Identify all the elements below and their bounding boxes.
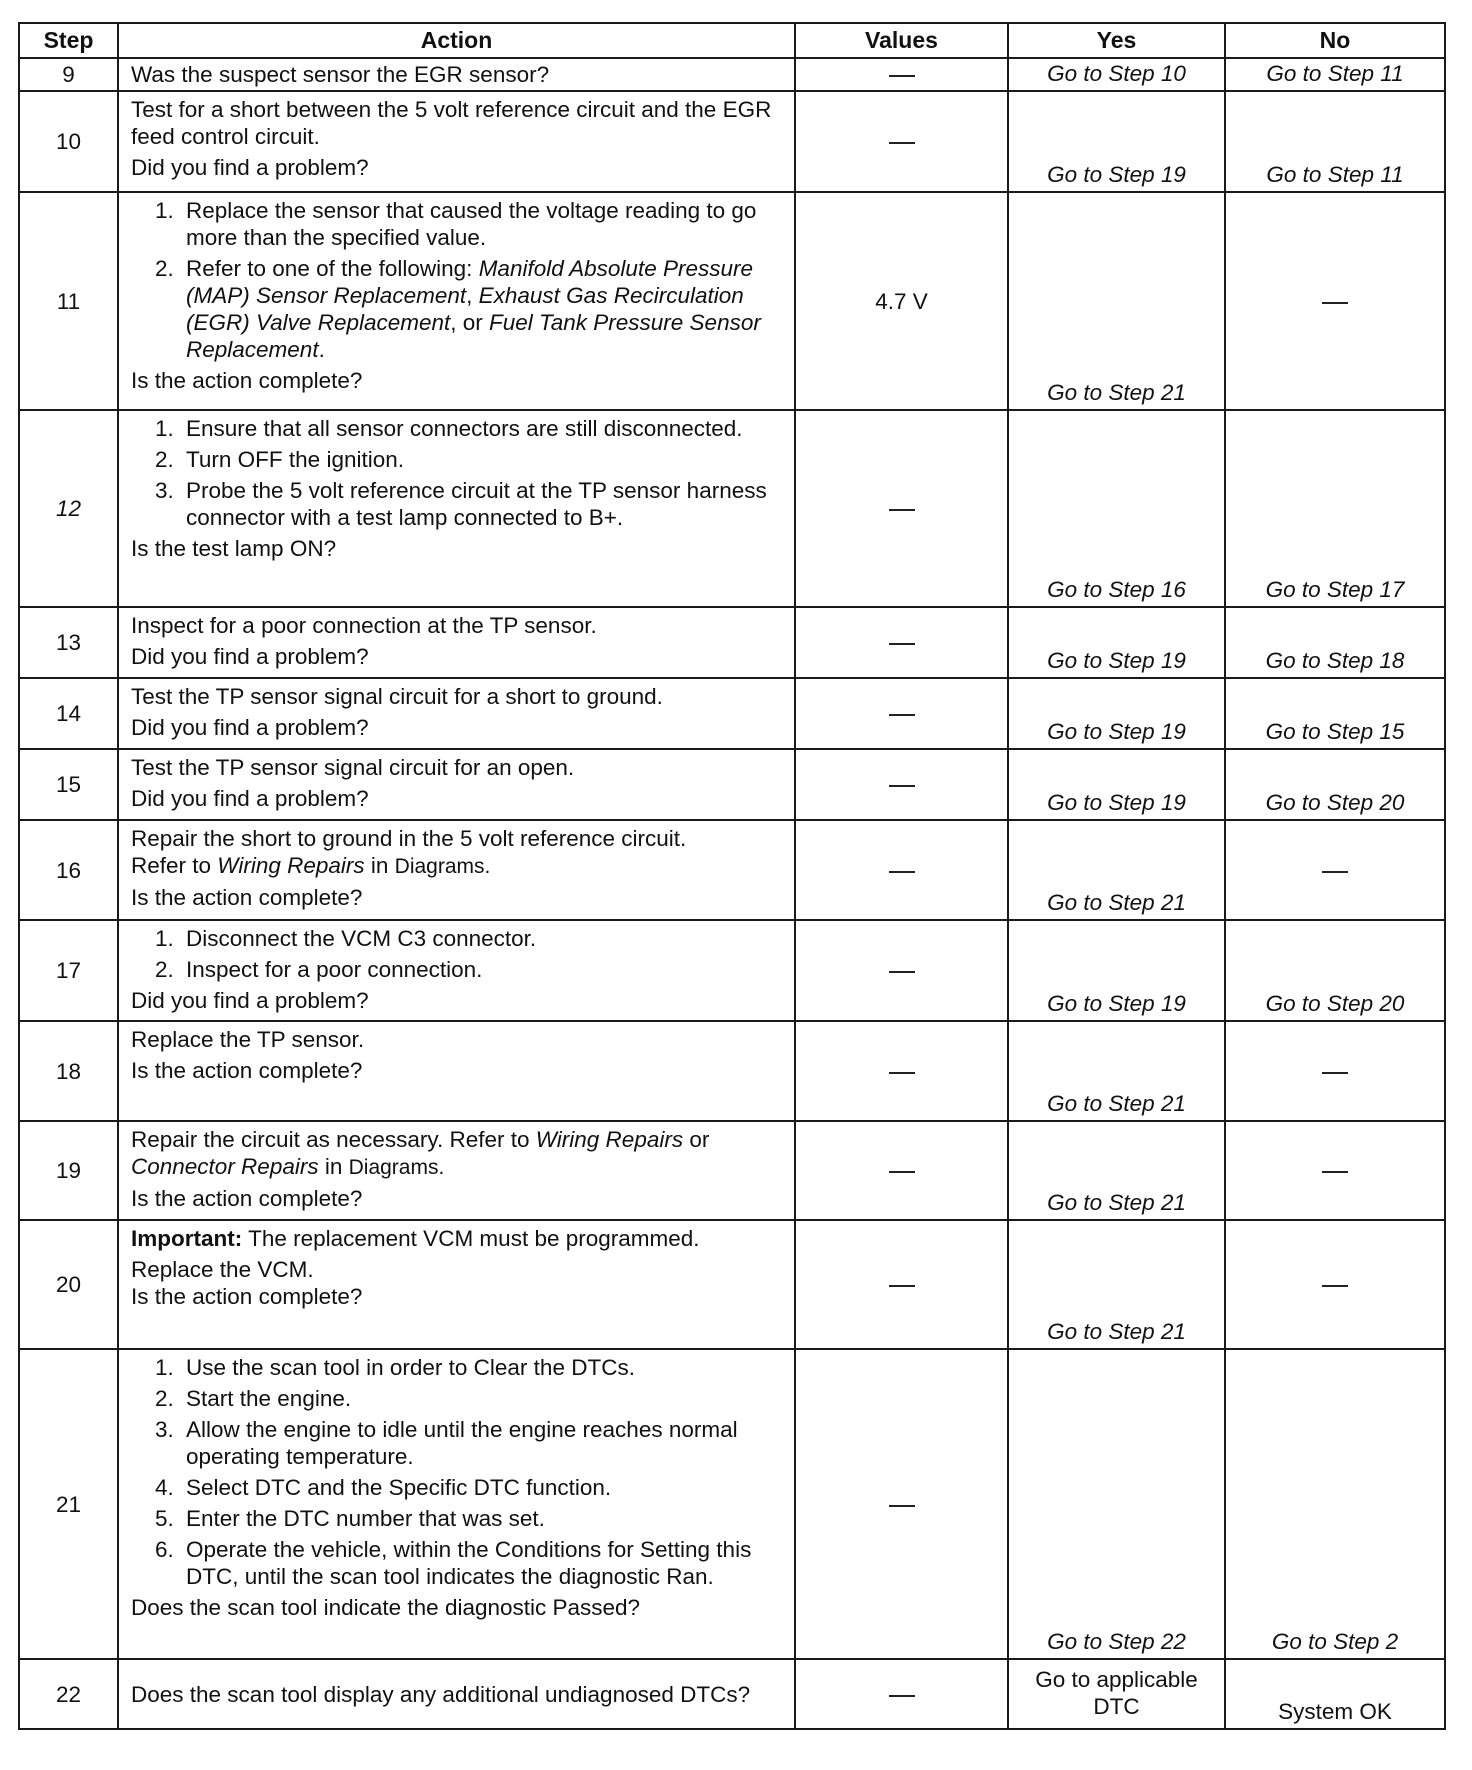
action-steps-list [131,925,786,983]
empty-value-dash [889,714,915,716]
list-item-text: Ensure that all sensor connectors are still disconnected. [186,416,743,441]
list-number: 1. [155,416,174,441]
list-item-text: Enter the DTC number that was set. [186,1506,545,1531]
step-number: 20 [19,1220,118,1349]
table-row [19,91,1445,192]
action-cell [118,410,795,607]
map-sensor-replacement-link[interactable]: Manifold Absolute Pressure (MAP) Sensor Replacement [186,256,753,308]
action-text: Replace the TP sensor. [131,1027,365,1052]
list-number: 5. [155,1506,174,1531]
empty-value-dash [889,643,915,645]
values-cell [795,1021,1008,1121]
empty-value-dash [1322,302,1348,304]
action-question: Is the action complete? [131,885,363,910]
list-item [155,925,786,952]
list-number: 3. [155,478,174,503]
table-row [19,58,1445,91]
values-cell [795,678,1008,749]
action-steps-list [131,197,786,363]
action-cell [118,820,795,920]
action-cell [118,58,795,91]
step-number: 16 [19,820,118,920]
empty-value-dash [1322,871,1348,873]
header-yes: Yes [1008,23,1225,58]
action-text: Test the TP sensor signal circuit for a short to ground. [131,684,663,709]
table-row [19,1349,1445,1659]
no-cell: System OK [1225,1659,1445,1729]
values-cell [795,1220,1008,1349]
action-cell [118,1659,795,1729]
connector-repairs-link[interactable]: Connector Repairs [131,1154,319,1179]
diagrams-reference: Diagrams. [348,1156,445,1179]
action-question: Did you find a problem? [131,988,369,1013]
list-item-text: Replace the sensor that caused the voltage reading to go more than the specified value. [186,198,757,250]
action-cell [118,607,795,678]
header-action: Action [118,23,795,58]
table-row [19,1220,1445,1349]
table-header-row [19,23,1445,58]
values-cell: 4.7 V [795,192,1008,410]
list-item-text: Start the engine. [186,1386,352,1411]
no-cell [1225,820,1445,920]
list-number: 2. [155,1386,174,1411]
empty-value-dash [889,785,915,787]
action-question: Is the action complete? [131,1284,363,1309]
table-row [19,192,1445,410]
table-row [19,920,1445,1021]
action-cell [118,91,795,192]
action-cell [118,749,795,820]
empty-value-dash [889,142,915,144]
separator-text: , [466,283,479,308]
action-cell [118,678,795,749]
table-row [19,1121,1445,1220]
action-question: Does the scan tool indicate the diagnostic Passed? [131,1595,641,1620]
values-cell [795,410,1008,607]
list-number: 2. [155,957,174,982]
yes-cell: Go to Step 10 [1008,58,1225,91]
no-cell: Go to Step 18 [1225,607,1445,678]
action-text-line: Refer to [131,853,218,878]
list-item-text: Probe the 5 volt reference circuit at the TP sensor harness connector with a test lamp connected to B+. [186,478,767,530]
yes-cell: Go to Step 19 [1008,607,1225,678]
yes-cell: Go to Step 19 [1008,920,1225,1021]
yes-cell: Go to Step 21 [1008,1021,1225,1121]
action-question: Is the test lamp ON? [131,536,337,561]
step-number: 11 [19,192,118,410]
action-question: Did you find a problem? [131,786,369,811]
step-number: 13 [19,607,118,678]
action-question: Did you find a problem? [131,715,369,740]
action-question: Is the action complete? [131,1058,363,1083]
important-text: The replacement VCM must be programmed. [242,1226,700,1251]
list-item [155,1416,786,1470]
list-item-text: Refer to one of the following: [186,256,479,281]
empty-value-dash [889,75,915,77]
list-item [155,1505,786,1532]
values-cell [795,1121,1008,1220]
step-number: 14 [19,678,118,749]
empty-value-dash [889,1505,915,1507]
list-item [155,1385,786,1412]
list-item [155,415,786,442]
action-cell [118,1220,795,1349]
list-number: 2. [155,256,174,281]
values-cell [795,920,1008,1021]
table-row [19,820,1445,920]
yes-cell: Go to Step 21 [1008,1121,1225,1220]
important-label: Important: [131,1226,243,1251]
table-row [19,678,1445,749]
wiring-repairs-link[interactable]: Wiring Repairs [217,853,365,878]
list-item [155,1354,786,1381]
action-cell [118,1349,795,1659]
empty-value-dash [889,971,915,973]
separator-text: in [364,853,395,878]
header-no: No [1225,23,1445,58]
separator-text: . [318,337,325,362]
list-number: 3. [155,1417,174,1442]
header-step: Step [19,23,118,58]
action-text: Replace the VCM. [131,1257,314,1282]
empty-value-dash [889,1072,915,1074]
empty-value-dash [889,509,915,511]
list-item [155,1536,786,1590]
list-number: 1. [155,198,174,223]
step-number: 10 [19,91,118,192]
yes-cell: Go to Step 19 [1008,678,1225,749]
list-item [155,446,786,473]
yes-cell: Go to Step 19 [1008,91,1225,192]
list-item-text: Use the scan tool in order to Clear the DTCs. [186,1355,635,1380]
list-number: 1. [155,926,174,951]
step-number: 21 [19,1349,118,1659]
action-steps-list [131,1354,786,1590]
list-item-text: Inspect for a poor connection. [186,957,483,982]
table-row [19,1021,1445,1121]
list-item-text: Allow the engine to idle until the engine reaches normal operating temperature. [186,1417,738,1469]
diagrams-reference: Diagrams. [394,855,491,878]
action-question: Is the action complete? [131,368,363,393]
list-item [155,477,786,531]
action-question: Did you find a problem? [131,644,369,669]
list-number: 2. [155,447,174,472]
empty-value-dash [889,1285,915,1287]
values-cell [795,607,1008,678]
values-cell [795,820,1008,920]
empty-value-dash [889,871,915,873]
step-number: 12 [19,410,118,607]
action-cell [118,192,795,410]
separator-text: , or [450,310,490,335]
action-steps-list [131,415,786,531]
yes-cell: Go to Step 21 [1008,192,1225,410]
no-cell: Go to Step 20 [1225,749,1445,820]
egr-valve-replacement-link[interactable]: Exhaust Gas Recirculation (EGR) Valve Replacement [186,283,744,335]
table-row [19,1659,1445,1729]
yes-cell: Go to Step 19 [1008,749,1225,820]
table-row [19,749,1445,820]
action-question: Is the action complete? [131,1186,363,1211]
action-text [131,825,786,880]
action-cell [118,1021,795,1121]
diagnostic-steps-table [18,22,1446,1730]
action-text-line: Repair the short to ground in the 5 volt reference circuit. [131,826,687,851]
no-cell: Go to Step 11 [1225,91,1445,192]
action-text: Test for a short between the 5 volt reference circuit and the EGR feed control circuit. [131,97,772,149]
action-text: Inspect for a poor connection at the TP sensor. [131,613,597,638]
no-cell: Go to Step 2 [1225,1349,1445,1659]
no-cell [1225,1021,1445,1121]
important-note [131,1225,786,1252]
no-cell: Go to Step 11 [1225,58,1445,91]
list-item-text: Operate the vehicle, within the Conditions for Setting this DTC, until the scan tool indicates the diagnostic Ran. [186,1537,752,1589]
no-cell [1225,1220,1445,1349]
values-cell [795,749,1008,820]
step-number: 22 [19,1659,118,1729]
diagnostic-table-page [18,22,1444,1730]
header-values: Values [795,23,1008,58]
fuel-tank-pressure-sensor-replacement-link[interactable]: Fuel Tank Pressure Sensor Replacement [186,310,761,362]
no-cell: Go to Step 20 [1225,920,1445,1021]
yes-cell: Go to Step 21 [1008,820,1225,920]
step-number: 9 [19,58,118,91]
table-row [19,410,1445,607]
step-number: 18 [19,1021,118,1121]
list-item-text: Select DTC and the Specific DTC function. [186,1475,612,1500]
step-number: 17 [19,920,118,1021]
values-cell [795,91,1008,192]
list-number: 6. [155,1537,174,1562]
action-cell [118,920,795,1021]
values-cell [795,1349,1008,1659]
empty-value-dash [1322,1285,1348,1287]
empty-value-dash [1322,1072,1348,1074]
action-text: Was the suspect sensor the EGR sensor? [131,62,550,87]
no-cell [1225,1121,1445,1220]
values-cell [795,1659,1008,1729]
yes-cell: Go to Step 16 [1008,410,1225,607]
list-item-text: Disconnect the VCM C3 connector. [186,926,537,951]
action-text [131,1126,786,1181]
list-item [155,197,786,251]
action-text-line: Repair the circuit as necessary. Refer to [131,1127,536,1152]
empty-value-dash [889,1695,915,1697]
action-text: Test the TP sensor signal circuit for an open. [131,755,575,780]
yes-cell: Go to applicable DTC [1008,1659,1225,1729]
separator-text: in [318,1154,349,1179]
list-item [155,255,786,363]
step-number: 15 [19,749,118,820]
wiring-repairs-link[interactable]: Wiring Repairs [535,1127,684,1152]
yes-cell: Go to Step 21 [1008,1220,1225,1349]
empty-value-dash [1322,1171,1348,1173]
values-cell [795,58,1008,91]
no-cell: Go to Step 17 [1225,410,1445,607]
action-text: Does the scan tool display any additional undiagnosed DTCs? [131,1681,751,1707]
list-item [155,1474,786,1501]
step-number: 19 [19,1121,118,1220]
list-item [155,956,786,983]
list-item-text: Turn OFF the ignition. [186,447,405,472]
list-number: 4. [155,1475,174,1500]
table-row [19,607,1445,678]
no-cell: Go to Step 15 [1225,678,1445,749]
yes-cell: Go to Step 22 [1008,1349,1225,1659]
empty-value-dash [889,1171,915,1173]
action-cell [118,1121,795,1220]
list-number: 1. [155,1355,174,1380]
separator-text: or [683,1127,710,1152]
action-question: Did you find a problem? [131,155,369,180]
no-cell [1225,192,1445,410]
